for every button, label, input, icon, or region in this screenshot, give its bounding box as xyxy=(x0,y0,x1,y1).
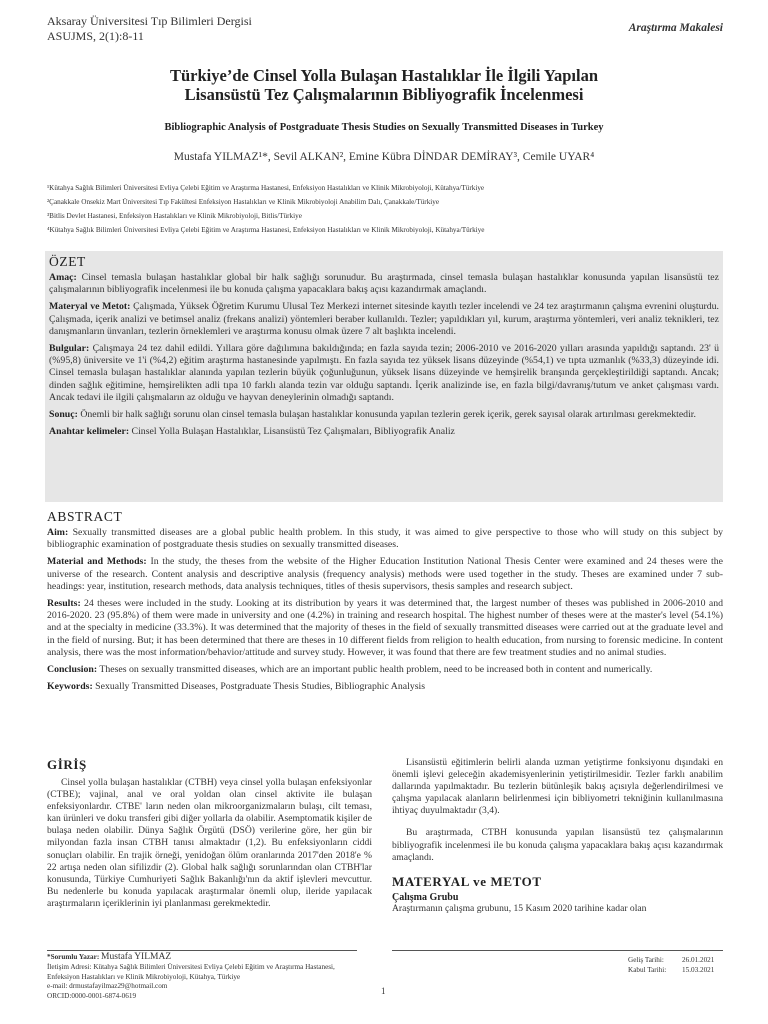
footer-rule-left xyxy=(47,950,357,951)
accepted-date: 15.03.2021 xyxy=(682,966,715,974)
giris-paragraph: Cinsel yolla bulaşan hastalıklar (CTBH) veya cinsel yolla bulaşan enfeksiyonlar (CTBE); vajinal, anal ve oral yoldan olan cinsel aktivite ile bulaşan enfeksiyonlardır. CTBE' ların neden olan mikroorganizmaların bulaşı, cilt teması, kan ürünleri ve doku transferi gibi diğer yollarla da olabilir. Asemptomatik kişiler de bulaşa neden olabilir. Dünya Sağlık Örgütü (DSÖ) verilerine göre, her gün bir milyondan fazla insan CTBH tanısı almaktadır (1,2). Bu enfeksiyonların ciddi sonuçları olabilir. En trajik örneği, yenidoğan ölüm oranlarında 2017'den 2018'e % 22 artışa neden olan sifilizdir (2). Global halk sağlığı sorunlarından olan CTBH'lar konusunda, Türkiye Cumhuriyeti Sağlık Bakanlığı'nın da aktif işlevleri mevcuttur. Bu nedenlerle bu konuda yapılacak araştırmalar önemli olup, ileride yapılacak araştırmaların içeriklerinin iyi planlanması gerekmektedir. xyxy=(47,777,372,909)
giris-heading: GİRİŞ xyxy=(47,757,87,772)
ozet-bulgular xyxy=(49,343,719,404)
footnote-email: e-mail: drmustafayilmaz29@hotmail.com xyxy=(47,982,168,991)
abstract-keywords-text: Sexually Transmitted Diseases, Postgraduate Thesis Studies, Bibliographic Analysis xyxy=(95,681,426,693)
journal-code: ASUJMS, 2(1):8-11 xyxy=(47,29,144,43)
ozet-anahtar xyxy=(49,426,719,438)
received-label: Geliş Tarihi: xyxy=(628,956,664,964)
right-paragraph-2: Bu araştırmada, CTBH konusunda yapılan lisansüstü tez çalışmalarının bibliyografik incelenmesi ile bu konuda çalışma yapacaklara bakış açısı kazandırmak amaçlandı. xyxy=(392,827,723,863)
abstract-aim-text: Sexually transmitted diseases are a global public health problem. In this study, it was aimed to give perspective to those who will study on this subject by bibliographic examination of postgraduate thesis studies on sexually transmitted diseases. xyxy=(47,527,724,551)
abstract-methods-text: In the study, the theses from the website of the Higher Education Institution National Thesis Center were examined and 24 theses were the universe of the research. Content analysis and descriptive analysis (frequency analysis) methods were used together in the study. Theses are examined under 7 sub-headings: year, institution, research methods, data analysis techniques, titles of thesis supervisors, thesis samples and research subject. xyxy=(47,556,723,592)
accepted-date-row xyxy=(628,965,714,975)
ozet-yontem-text: Çalışmada, Yüksek Öğretim Kurumu Ulusal Tez Merkezi internet sitesinde kayıtlı tezler incelendi ve 24 tez araştırmanın çalışma evrenini oluşturdu. Çalışmada, içerik analizi ve betimsel analiz (frekans analizi) yöntemleri beraber kullanıldı. Tezler; yapıldıkları yıl, kurum, araştırma yöntemleri, veri analiz teknikleri, tez danışmanların ünvanları, tezlerin örneklemleri ve araştırma konusu olmak üzere 7 alt başlıkta incelendi. xyxy=(49,301,719,337)
journal-header xyxy=(47,14,252,44)
affiliation-2: ²Çanakkale Onsekiz Mart Üniversitesi Tıp Fakültesi Enfeksiyon Hastalıkları ve Klinik Mikrobiyoloji Anabilim Dalı, Çanakkale/Türkiye xyxy=(47,198,440,206)
ozet-sonuc-text: Önemli bir halk sağlığı sorunu olan cinsel temasla bulaşan hastalıklar konusunda yapılan tezlerin gerek içerik, gerek sayısal olarak artırılması gerekmektedir. xyxy=(80,409,696,421)
ozet-amac xyxy=(49,272,719,296)
footnote-author xyxy=(47,953,357,963)
abstract-results-label: Results: xyxy=(47,598,81,610)
article-dates xyxy=(628,955,714,975)
abstract-conclusion xyxy=(47,664,723,676)
footnote-author-name: Mustafa YILMAZ xyxy=(101,952,172,962)
author-list: Mustafa YILMAZ¹*, Sevil ALKAN², Emine Kübra DİNDAR DEMİRAY³, Cemile UYAR⁴ xyxy=(173,151,595,163)
corresponding-author-footnote xyxy=(47,953,357,1002)
abstract-heading: ABSTRACT xyxy=(47,509,123,524)
ozet-anahtar-text: Cinsel Yolla Bulaşan Hastalıklar, Lisansüstü Tez Çalışmaları, Bibliyografik Analiz xyxy=(131,426,455,438)
journal-name: Aksaray Üniversitesi Tıp Bilimleri Dergisi xyxy=(47,14,252,28)
title-turkish xyxy=(47,66,721,104)
received-date: 26.01.2021 xyxy=(682,956,715,964)
affiliation-1: ¹Kütahya Sağlık Bilimleri Üniversitesi Evliya Çelebi Eğitim ve Araştırma Hastanesi, Enfeksiyon Hastalıkları ve Klinik Mikrobiyoloji, Kütahya/Türkiye xyxy=(47,184,485,192)
ozet-bulgular-label: Bulgular: xyxy=(49,343,90,355)
ozet-bulgular-text: Çalışmaya 24 tez dahil edildi. Yıllara göre dağılımına bakıldığında; en fazla sayıda tezin; 2006-2010 ve 2016-2020 yılları arasında yapıldığı saptandı. 23' ü (%95,8) üniversite ve 1'i (%4,2) eğitim araştırma hastanesinde yapılmıştı. En fazla sayıda tez yüksek lisans düzeyinde (%54,1) ve tıpta uzmanlık (%33,3) düzeyinde idi. Cinsel temasla bulaşan hastalıklar alanında yapılan tezlerin büyük çoğunluğunun, yüksek lisans düzeyinde ve hemşirelik branşında gerçekleştirildiği saptandı. Ancak; dinden sağlık eğitimine, hemşirelikten adli tıpa 10 farklı alanda tezin var olduğu saptandı. İçerik analizinde ise, en fazla bilgi/davranış/tutum ve anket çalışması vardı. Ancak tedavi ile ilgili çalışmaların az olduğu ve hayvan deneylerinin olmadığı saptandı. xyxy=(49,343,720,403)
ozet-sonuc xyxy=(49,409,719,421)
footnote-address: İletişim Adresi: Kütahya Sağlık Bilimleri Üniversitesi Evliya Çelebi Eğitim ve Araştırma Hastanesi, Enfeksiyon Hastalıkları ve Klinik Mikrobiyoloji, Kütahya, Türkiye xyxy=(47,962,335,981)
accepted-label: Kabul Tarihi: xyxy=(628,966,667,974)
left-column xyxy=(47,757,372,910)
abstract-keywords-label: Keywords: xyxy=(47,681,93,693)
abstract-methods-label: Material and Methods: xyxy=(47,556,147,568)
affiliation-3: ³Bitlis Devlet Hastanesi, Enfeksiyon Hastalıkları ve Klinik Mikrobiyoloji, Bitlis/Türkiye xyxy=(47,212,302,220)
footnote-author-label: *Sorumlu Yazar: xyxy=(47,953,100,961)
ozet-sonuc-label: Sonuç: xyxy=(49,409,78,421)
title-english: Bibliographic Analysis of Postgraduate Thesis Studies on Sexually Transmitted Diseases in Turkey xyxy=(164,122,604,133)
ozet-amac-text: Cinsel temasla bulaşan hastalıklar global bir halk sağlığı sorunudur. Bu araştırmada, cinsel temasla bulaşan hastalıklar konusunda yapılan lisansüstü tez çalışmalarının bibliyografik incelenmesi ile bu konuda çalışma yapacaklara bakış açısı kazandırmak amaçlandı. xyxy=(49,272,719,296)
title-line-1: Türkiye’de Cinsel Yolla Bulaşan Hastalıklar İle İlgili Yapılan xyxy=(169,66,598,85)
ozet-amac-label: Amaç: xyxy=(49,272,77,283)
calisma-grubu-heading: Çalışma Grubu xyxy=(392,891,459,903)
footnote-orcid: ORCID:0000-0001-6874-0619 xyxy=(47,992,137,1001)
abstract-results xyxy=(47,598,723,659)
right-paragraph-1: Lisansüstü eğitimlerin belirli alanda uzman yetiştirme fonksiyonu dışındaki en önemli işlevi geleceğin akademisyenlerinin yetiştirilmesidir. Tezler farklı anabilim dallarında yapılmaktadır. Bu tezlerin bütünleşik bakış açısıyla değerlendirilmesi ve çalışma yapılacak alanların belirlenmesi için bibliyometri tekniğinin kullanılmasına ihtiyaç duyulmaktadır (3,4). xyxy=(392,757,723,817)
ozet-yontem-label: Materyal ve Metot: xyxy=(49,301,131,313)
article-type: Araştırma Makalesi xyxy=(628,22,723,34)
ozet-yontem xyxy=(49,301,719,338)
abstract-aim-label: Aim: xyxy=(47,527,69,538)
affiliations xyxy=(47,181,727,237)
ozet-anahtar-label: Anahtar kelimeler: xyxy=(49,426,130,438)
abstract-conclusion-label: Conclusion: xyxy=(47,664,98,676)
abstract-aim xyxy=(47,527,723,551)
abstract-results-text: 24 theses were included in the study. Looking at its distribution by years it was determined that, the largest number of theses was published in 2006-2010 and 2016-2020. 23 (95.8%) of them were made in university and one (4.2%) in training and research hospital. The highest number of theses were at the master's level (54.1%) and at the specialty in medicine (33.3%). It was determined that the majority of theses in the field of sexually transmitted diseases were carried out at the graduate level and in the field of nursing. But; it has been determined that there are theses in 10 different fields from religion to health education, from nursing to forensic medicine. In content analysis, there was the most information/behavior/attitude and survey study. However, it was found that there are few treatment studies and no animal studies. xyxy=(47,598,723,658)
footer-rule-right xyxy=(392,950,723,951)
received-date-row xyxy=(628,955,714,965)
abstract-methods xyxy=(47,556,723,593)
abstract-keywords xyxy=(47,681,723,693)
calisma-grubu-text: Araştırmanın çalışma grubunu, 15 Kasım 2020 tarihine kadar olan xyxy=(392,902,647,914)
ozet-box xyxy=(45,251,723,502)
page-number: 1 xyxy=(381,986,386,996)
right-column xyxy=(392,757,723,915)
abstract-conclusion-text: Theses on sexually transmitted diseases, which are an important public health problem, need to be increased both in content and numerically. xyxy=(99,664,653,676)
title-line-2: Lisansüstü Tez Çalışmalarının Bibliyografik İncelenmesi xyxy=(184,85,584,104)
ozet-heading: ÖZET xyxy=(49,254,86,269)
abstract-section xyxy=(47,509,723,698)
metot-heading: MATERYAL ve METOT xyxy=(392,873,542,889)
affiliation-4: ⁴Kütahya Sağlık Bilimleri Üniversitesi Evliya Çelebi Eğitim ve Araştırma Hastanesi, Enfeksiyon Hastalıkları ve Klinik Mikrobiyoloji, Kütahya/Türkiye xyxy=(47,226,485,234)
